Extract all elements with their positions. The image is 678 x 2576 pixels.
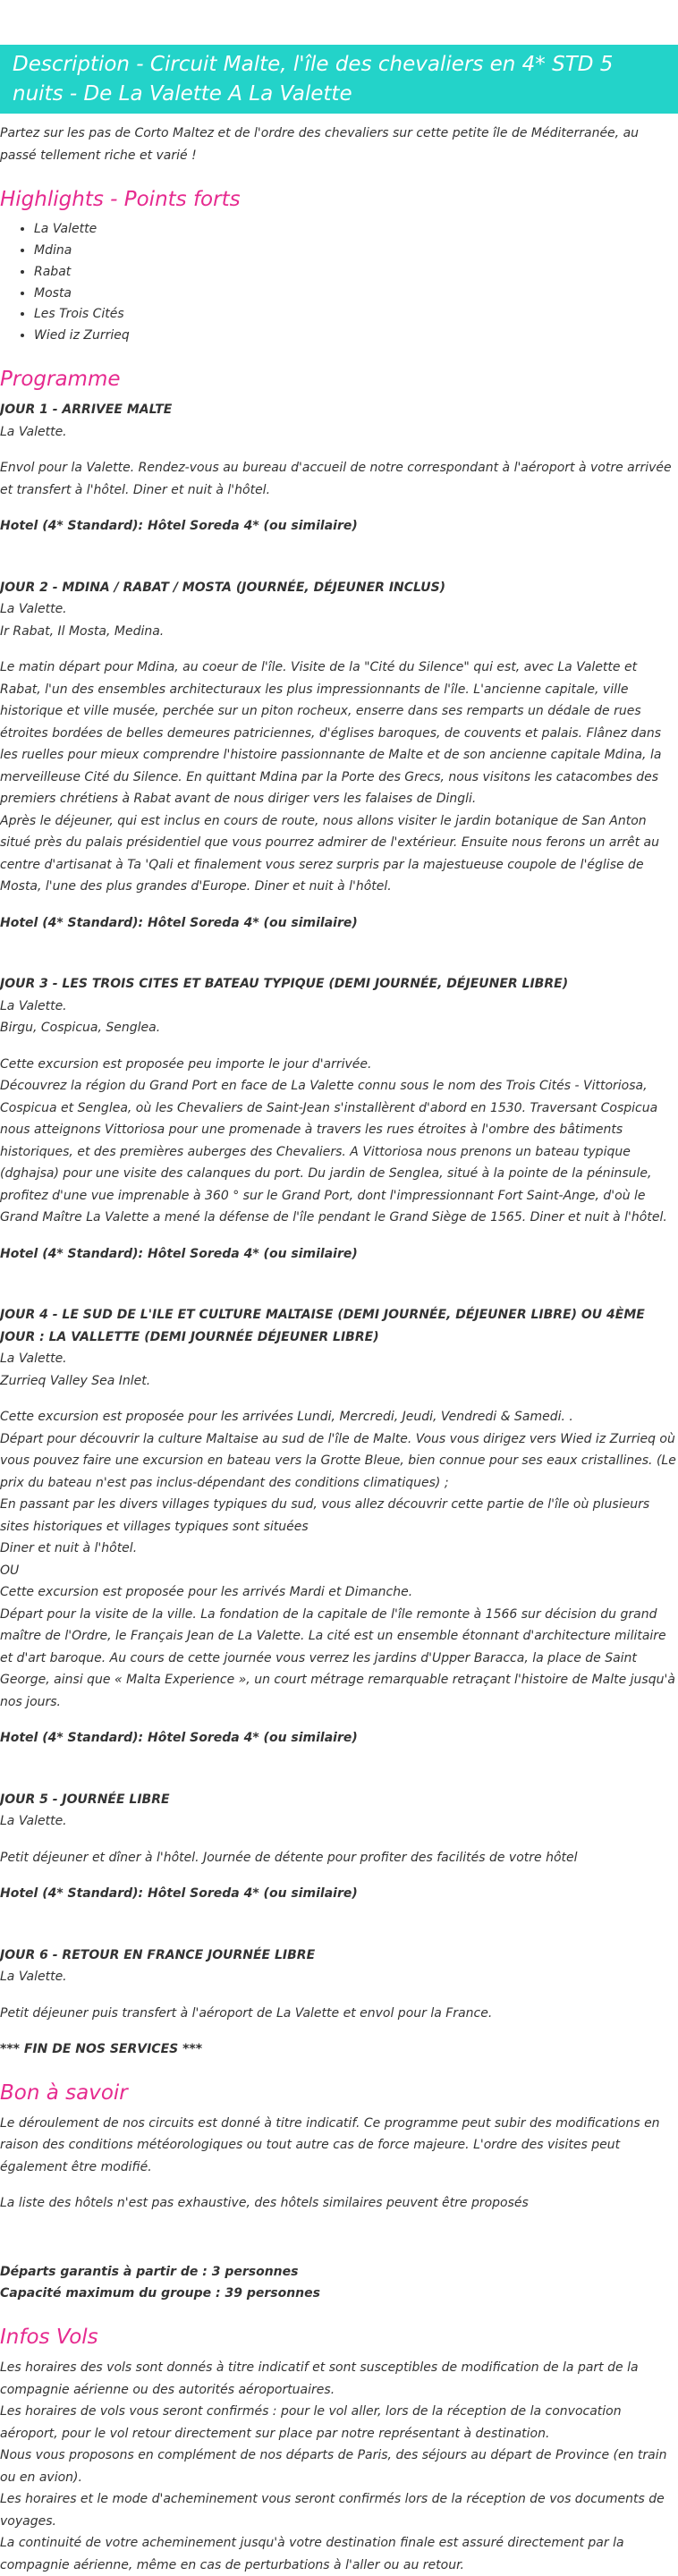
day-section	[0, 1945, 678, 2025]
day-places: La Valette. Zurrieq Valley Sea Inlet.	[0, 1352, 151, 1388]
programme-heading: Programme	[0, 368, 121, 392]
day-description: Le matin départ pour Mdina, au coeur de l'île. Visite de la "Cité du Silence" qui est, avec La Valette et Rabat, l'un des ensembles architecturaux les plus impressionnants de l'île. L'ancienne capitale, ville historique et ville musée, perchée sur un piton rocheux, enserre dans ses remparts un dédale de rues étroites bordées de belles demeures patriciennes, d'églises baroques, de couvents et palais. Flânez dans les ruelles pour mieux comprendre l'histoire passionnante de Malte et de son ancienne capitale Mdina, la merveilleuse Cité du Silence. En quittant Mdina par la Porte des Grecs, nous visitons les catacombes des premiers chrétiens à Rabat avant de nous diriger vers les falaises de Dingli. Après le déjeuner, qui est inclus en cours de route, nous allons visiter le jardin botanique de San Anton situé près du palais présidentiel que vous pourrez admirer de l'extérieur. Ensuite nous ferons un arrêt au centre d'artisanat à Ta 'Qali et finalement vous serez surpris par la majestueuse coupole de l'église de Mosta, l'une des plus grandes d'Europe. Diner et nuit à l'hôtel.	[0, 660, 662, 894]
day-section	[0, 1304, 678, 1750]
day-description: Petit déjeuner et dîner à l'hôtel. Journée de détente pour profiter des facilités de votre hôtel	[0, 1850, 578, 1865]
list-item: • Rabat	[34, 262, 678, 284]
day-description: Cette excursion est proposée peu importe le jour d'arrivée. Découvrez la région du Grand Port en face de La Valette connu sous le nom des Trois Cités - Vittoriosa, Cospicua et Senglea, où les Chevaliers de Saint-Jean s'installèrent d'abord en 1530. Traversant Cospicua nous atteignons Vittoriosa pour une promenade à travers les rues étroites à l'ombre des bâtiments historiques, et des premières auberges des Chevaliers. A Vittoriosa nous prenons un bateau typique (dghajsa) pour une visite des calanques du port. Du jardin de Senglea, situé à la pointe de la péninsule, profitez d'une vue imprenable à 360 ° sur le Grand Port, dont l'impressionnant Fort Saint-Ange, d'où le Grand Maître La Valette a mené la défense de l'île pendant le Grand Siège de 1565. Diner et nuit à l'hôtel.	[0, 1056, 667, 1225]
list-item: • La Valette	[34, 219, 678, 241]
day-title: JOUR 5 - JOURNÉE LIBRE	[0, 1792, 170, 1807]
day-title: JOUR 1 - ARRIVEE MALTE	[0, 402, 173, 418]
day-places: La Valette.	[0, 424, 67, 439]
infos-vols-text: Les horaires des vols sont donnés à titre indicatif et sont susceptibles de modification de la part de la compagnie aérienne ou des autorités aéroportuaires. Les horaires de vols vous seront confirmés : pour le vol aller, lors de la réception de la convocation aéroport, pour le vol retour directement sur place par notre représentant à destination. Nous vous proposons en complément de nos départs de Paris, des séjours au départ de Province (en train ou en avion). Les horaires et le mode d'acheminement vous seront confirmés lors de la réception de vos documents de voyages. La continuité de votre acheminement jusqu'à votre destination finale est assuré directement par la compagnie aérienne, même en cas de perturbations à l'aller ou au retour.	[0, 2360, 667, 2572]
day-description: Envol pour la Valette. Rendez-vous au bureau d'accueil de notre correspondant à l'aéroport à votre arrivée et transfert à l'hôtel. Diner et nuit à l'hôtel.	[0, 461, 672, 497]
day-title: JOUR 3 - LES TROIS CITES ET BATEAU TYPIQUE (DEMI JOURNÉE, DÉJEUNER LIBRE)	[0, 977, 569, 992]
list-item: • Mosta	[34, 284, 678, 305]
day-hotel: Hotel (4* Standard): Hôtel Soreda 4* (ou similaire)	[0, 915, 358, 930]
page	[0, 45, 678, 2576]
day-section	[0, 577, 678, 935]
highlights-heading: Highlights - Points forts	[0, 188, 241, 212]
day-places: La Valette.	[0, 1970, 67, 1985]
day-description: Cette excursion est proposée pour les arrivées Lundi, Mercredi, Jeudi, Vendredi & Samedi. . Départ pour découvrir la culture Maltaise au sud de l'île de Malte. Vous vous dirigez vers Wied iz Zurrieq où vous pouvez faire une excursion en bateau vers la Grotte Bleue, bien connue pour ses eaux cristallines. (Le prix du bateau n'est pas inclus-dépendant des conditions climatiques) ; En passant par les divers villages typiques du sud, vous allez découvrir cette partie de l'île où plusieurs sites historiques et villages typiques sont situées Diner et nuit à l'hôtel. OU Cette excursion est proposée pour les arrivés Mardi et Dimanche. Départ pour la visite de la ville. La fondation de la capitale de l'île remonte à 1566 sur décision du grand maître de l'Ordre, le Français Jean de La Valette. La cité est un ensemble étonnant d'architecture militaire et d'art baroque. Au cours de cette journée vous verrez les jardins d'Upper Baracca, la place de Saint George, ainsi que « Malta Experience », un court métrage remarquable retraçant l'histoire de Malte jusqu'à nos jours.	[0, 1410, 676, 1709]
page-title: Description - Circuit Malte, l'île des chevaliers en 4* STD 5 nuits - De La Valette A La Valette	[13, 53, 614, 106]
day-places: La Valette. Ir Rabat, Il Mosta, Medina.	[0, 602, 165, 639]
infos-vols-heading: Infos Vols	[0, 2325, 98, 2349]
day-description: Petit déjeuner puis transfert à l'aéroport de La Valette et envol pour la France.	[0, 2005, 493, 2021]
day-hotel: Hotel (4* Standard): Hôtel Soreda 4* (ou similaire)	[0, 519, 358, 534]
list-item: • Wied iz Zurrieq	[34, 326, 678, 347]
day-title: JOUR 2 - MDINA / RABAT / MOSTA (JOURNÉE, DÉJEUNER INCLUS)	[0, 580, 446, 595]
bon-a-savoir-heading: Bon à savoir	[0, 2080, 128, 2105]
hotels-note: La liste des hôtels n'est pas exhaustive, des hôtels similaires peuvent être proposés	[0, 2196, 529, 2211]
day-title: JOUR 4 - LE SUD DE L'ILE ET CULTURE MALTAISE (DEMI JOURNÉE, DÉJEUNER LIBRE) OU 4ÈME JOUR : LA VALLETTE (DEMI JOURNÉE DÉJEUNER LIBRE)	[0, 1308, 645, 1344]
highlights-list	[0, 219, 678, 347]
day-section	[0, 973, 678, 1265]
list-item: • Les Trois Cités	[34, 304, 678, 326]
end-of-services: *** FIN DE NOS SERVICES ***	[0, 2042, 203, 2057]
day-places: La Valette. Birgu, Cospicua, Senglea.	[0, 998, 161, 1036]
intro-text: Partez sur les pas de Corto Maltez et de l'ordre des chevaliers sur cette petite île de Méditerranée, au passé tellement riche et varié !	[0, 125, 640, 163]
group-capacity: Capacité maximum du groupe : 39 personnes	[0, 2286, 320, 2301]
bon-a-savoir-text: Le déroulement de nos circuits est donné à titre indicatif. Ce programme peut subir des modifications en raison des conditions météorologiques ou tout autre cas de force majeure. L'ordre des visites peut également être modifié.	[0, 2115, 660, 2174]
programme-days	[0, 399, 678, 2024]
day-hotel: Hotel (4* Standard): Hôtel Soreda 4* (ou similaire)	[0, 1886, 358, 1902]
day-hotel: Hotel (4* Standard): Hôtel Soreda 4* (ou similaire)	[0, 1731, 358, 1746]
day-section	[0, 1789, 678, 1905]
day-places: La Valette.	[0, 1814, 67, 1829]
page-title-banner	[0, 45, 678, 114]
departures-guaranteed: Départs garantis à partir de : 3 personnes	[0, 2264, 299, 2279]
day-hotel: Hotel (4* Standard): Hôtel Soreda 4* (ou similaire)	[0, 1246, 358, 1261]
day-section	[0, 399, 678, 538]
day-title: JOUR 6 - RETOUR EN FRANCE JOURNÉE LIBRE	[0, 1947, 316, 1962]
list-item: • Mdina	[34, 241, 678, 262]
